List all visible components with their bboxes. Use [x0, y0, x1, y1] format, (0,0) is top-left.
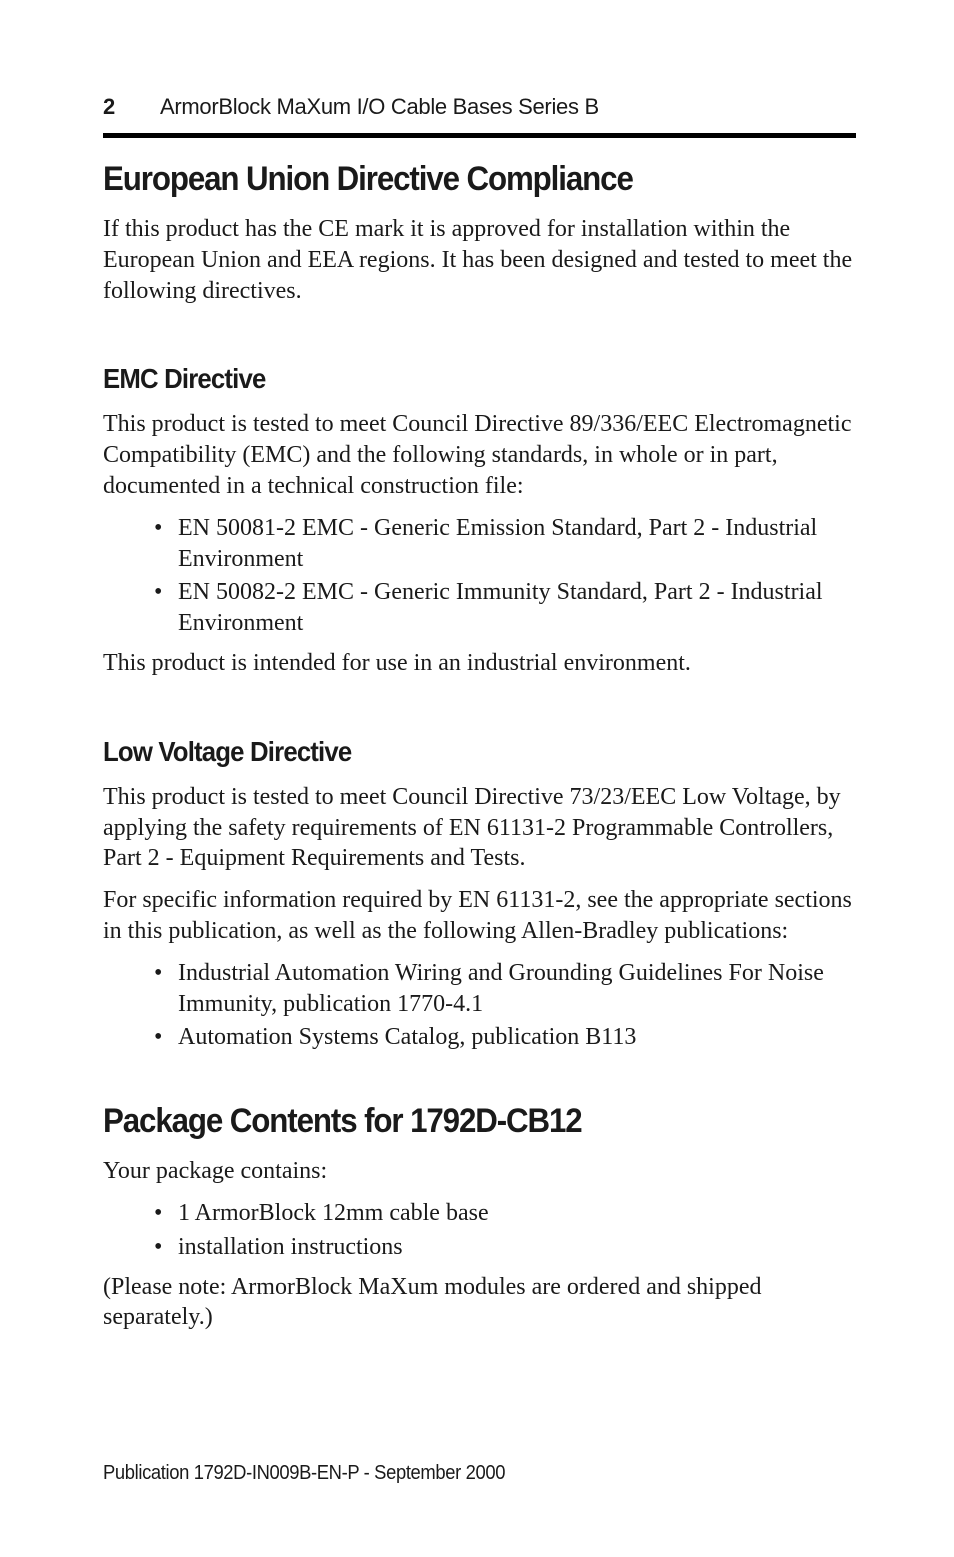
package-heading: Package Contents for 1792D-CB12 — [103, 1102, 582, 1141]
section-package-contents — [103, 1100, 856, 1333]
list-item: • EN 50082-2 EMC - Generic Immunity Standard, Part 2 - Industrial Environment — [178, 577, 856, 639]
lvd-para-1: This product is tested to meet Council Directive 73/23/EEC Low Voltage, by applying the safety requirements of EN 61131-2 Programmable Controllers, Part 2 - Equipment Requirements and Tests. — [103, 783, 841, 872]
emc-note: This product is intended for use in an industrial environment. — [103, 649, 691, 676]
list-item: • Automation Systems Catalog, publication B113 — [178, 1022, 856, 1053]
section-emc-directive — [103, 361, 856, 678]
package-items-list — [103, 1198, 856, 1263]
header-rule — [103, 133, 856, 138]
package-note: (Please note: ArmorBlock MaXum modules are ordered and shipped separately.) — [103, 1273, 762, 1331]
list-item: • EN 50081-2 EMC - Generic Emission Standard, Part 2 - Industrial Environment — [178, 513, 856, 575]
page-content — [103, 158, 856, 1344]
lvd-publications-list — [103, 958, 856, 1053]
emc-standards-list — [103, 513, 856, 639]
page-footer: Publication 1792D-IN009B-EN-P - September 2000 — [103, 1462, 506, 1484]
page-number: 2 — [103, 94, 116, 119]
section-low-voltage-directive — [103, 734, 856, 1053]
lvd-heading: Low Voltage Directive — [103, 735, 352, 767]
eu-heading: European Union Directive Compliance — [103, 160, 633, 198]
emc-intro: This product is tested to meet Council Directive 89/336/EEC Electromagnetic Compatibility (EMC) and the following standards, in whole or in part, documented in a technical construction file: — [103, 411, 852, 499]
package-intro: Your package contains: — [103, 1158, 328, 1185]
emc-heading: EMC Directive — [103, 363, 266, 395]
list-item: • Industrial Automation Wiring and Grounding Guidelines For Noise Immunity, publication 1770-4.1 — [178, 958, 856, 1020]
lvd-para-2: For specific information required by EN 61131-2, see the appropriate sections in this publication, as well as the following Allen-Bradley publications: — [103, 887, 852, 944]
list-item: • 1 ArmorBlock 12mm cable base — [178, 1198, 856, 1229]
list-item: • installation instructions — [178, 1232, 856, 1263]
page-header — [103, 94, 856, 124]
section-eu-compliance — [103, 158, 856, 306]
eu-intro: If this product has the CE mark it is approved for installation within the European Union and EEA regions. It has been designed and tested to meet the following directives. — [103, 216, 853, 304]
running-title: ArmorBlock MaXum I/O Cable Bases Series B — [160, 94, 599, 119]
